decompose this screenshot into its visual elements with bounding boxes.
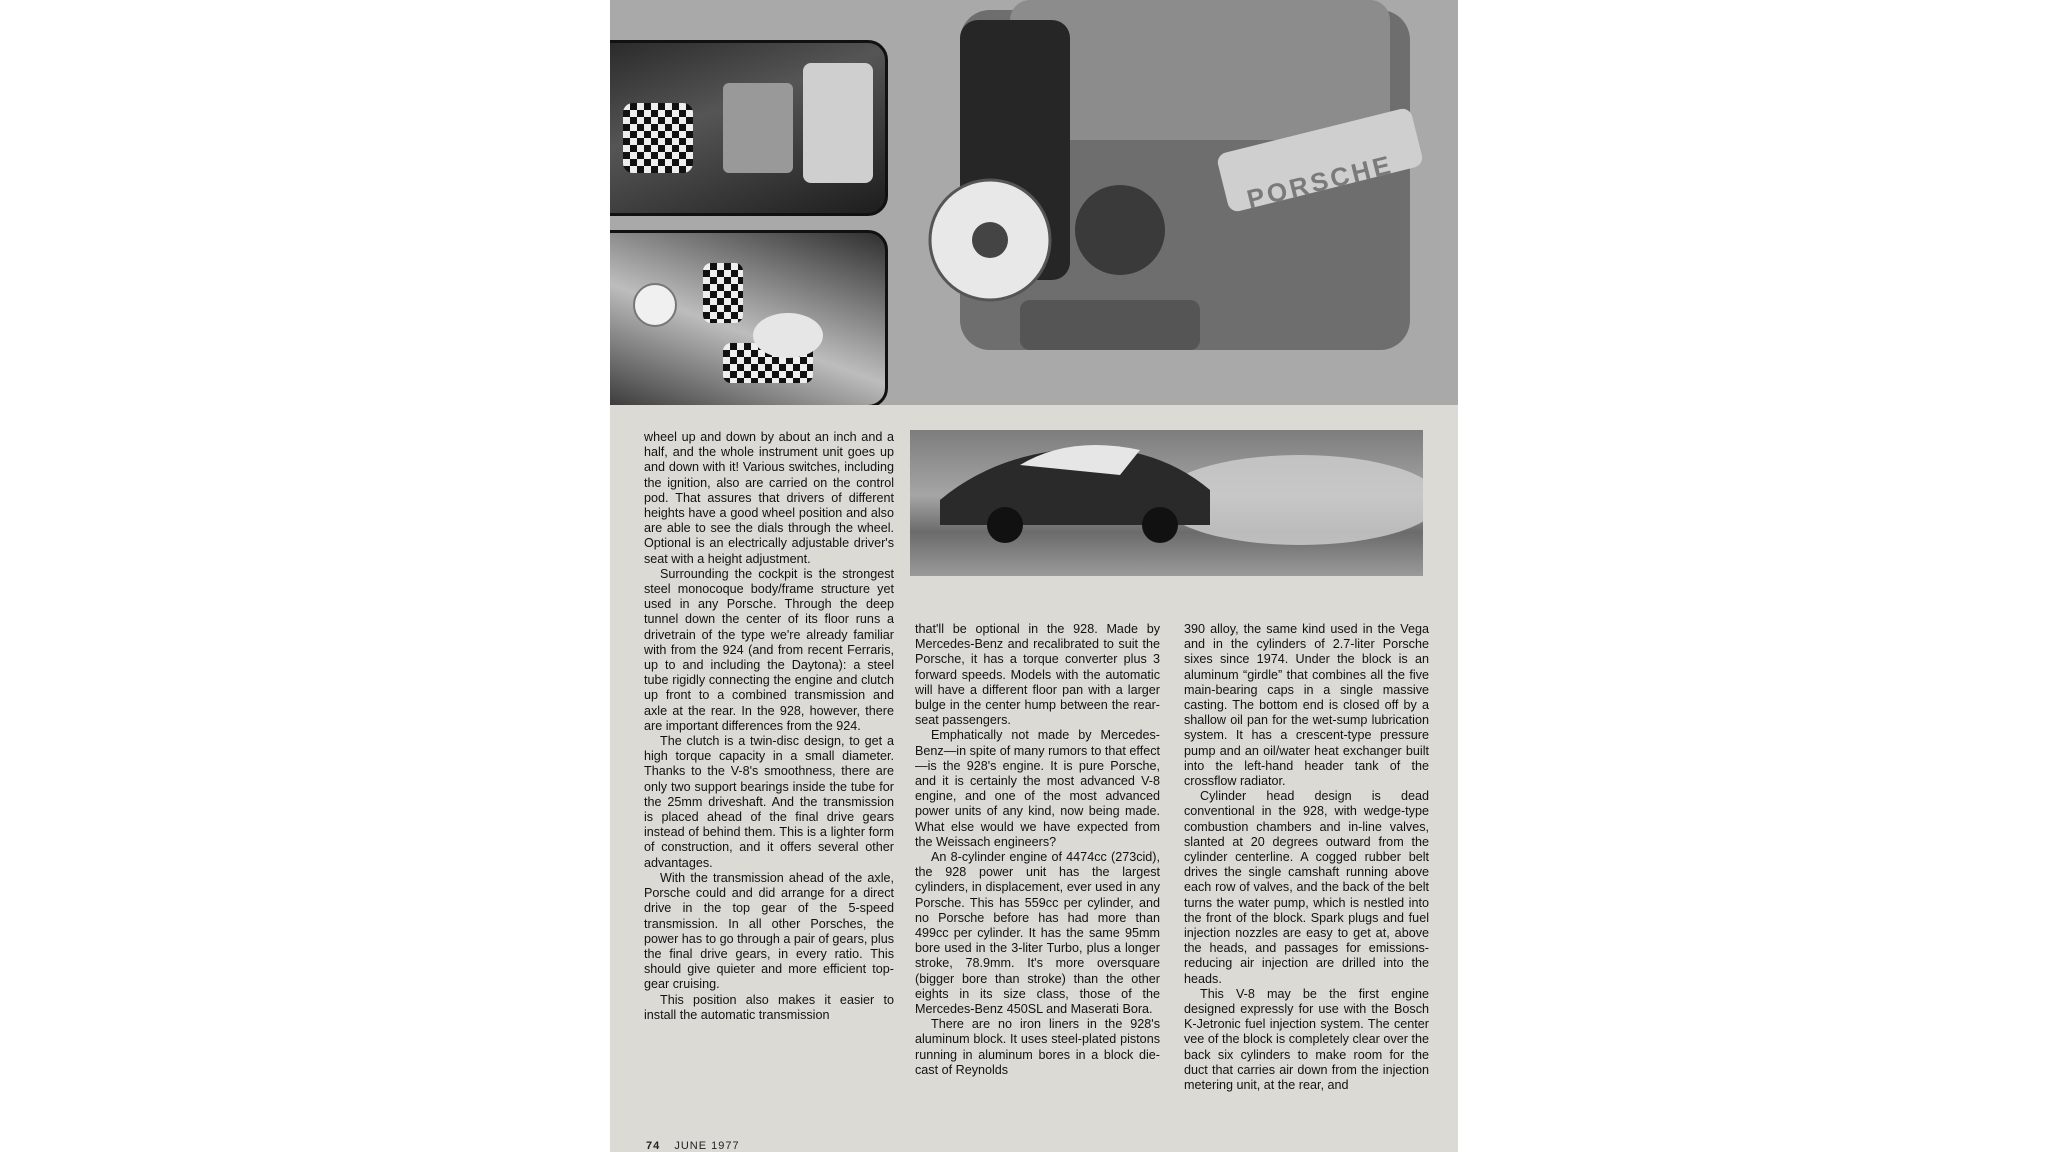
paragraph: Cylinder head design is dead conventional in the 928, with wedge-type combustion chambers and in-line valves, slanted at 20 degrees outward from the cylinder centerline. A cogged rubber belt drives the single camshaft running above each row of valves, and the back of the belt turns the water pump, which is nestled into the front of the block. Spark plugs and fuel injection nozzles are easy to get at, above the heads, and passages for emissions-reducing air injection are drilled into the heads. <box>1184 789 1429 986</box>
porsche-928-action-photo <box>910 430 1423 576</box>
photo-spread <box>610 0 1458 405</box>
door-panel <box>803 63 873 183</box>
text-column-1 <box>644 430 894 1023</box>
issue-date: JUNE 1977 <box>674 1140 740 1152</box>
paragraph: wheel up and down by about an inch and a half, and the whole instrument unit goes up and down with it! Various switches, including the ignition, also are carried on the control pod. That assures that drivers of different heights have a good wheel position and also are able to see the dials through the wheel. Optional is an electrically adjustable driver's seat with a height adjustment. <box>644 430 894 566</box>
oil-pan <box>1020 300 1200 350</box>
rear-seat-fabric <box>703 263 743 323</box>
text-column-3 <box>1184 622 1429 1093</box>
interior-photo-rear <box>610 230 888 408</box>
paragraph: This position also makes it easier to install the automatic transmission <box>644 992 894 1022</box>
rear-wheel <box>1142 507 1178 543</box>
porsche-logo-text: PORSCHE <box>1243 148 1397 215</box>
paragraph: Surrounding the cockpit is the strongest steel monocoque body/frame structure yet used in any Porsche. Through the deep tunnel down the center of its floor runs a drivetrain of the type we're already familiar with from the 924 (and from recent Ferraris, up to and including the Daytona): a steel tube rigidly connecting the engine and clutch up front to a combined transmission and axle at the rear. In the 928, however, there are important differences from the 924. <box>644 566 894 733</box>
shift-console <box>723 83 793 173</box>
paragraph: The clutch is a twin-disc design, to get a high torque capacity in a small diameter. Thanks to the V-8's smoothness, there are only two support bearings inside the tube for the 25mm driveshaft. And the transmission is placed ahead of the final drive gears instead of behind them. This is a lighter form of construction, and it offers several other advantages. <box>644 734 894 870</box>
paragraph: An 8-cylinder engine of 4474cc (273cid), the 928 power unit has the largest cylinders, in displacement, ever used in any Porsche. This has 559cc per cylinder, and no Porsche before has had more than 499cc per cylinder. It has the same 95mm bore used in the 3-liter Turbo, plus a longer stroke, 78.9mm. It's more oversquare (bigger bore than stroke) than the other eights in its size class, those of the Mercedes-Benz 450SL and Maserati Bora. <box>915 850 1160 1017</box>
speaker <box>633 283 677 327</box>
text-column-2 <box>915 622 1160 1078</box>
page-number: 74 <box>646 1140 661 1152</box>
front-wheel <box>987 507 1023 543</box>
v8-engine-photo <box>920 0 1450 402</box>
paragraph: This V-8 may be the first engine designed expressly for use with the Bosch K-Jetronic fuel injection system. The center vee of the block is completely clear over the back six cylinders to make room for the duct that carries air down from the injection metering unit, at the rear, and <box>1184 986 1429 1093</box>
fan-hub <box>972 222 1008 258</box>
headrest <box>753 313 823 358</box>
paragraph: 390 alloy, the same kind used in the Vega and in the cylinders of 2.7-liter Porsche sixes since 1974. Under the block is an aluminum “girdle” that combines all the five main-bearing caps in a single massive casting. The bottom end is closed off by a shallow oil pan for the wet-sump lubrication system. It has a crescent-type pressure pump and an oil/water heat exchanger built into the left-hand header tank of the crossflow radiator. <box>1184 622 1429 789</box>
pulley <box>1075 185 1165 275</box>
paragraph: that'll be optional in the 928. Made by Mercedes-Benz and recalibrated to suit the Porsche, it has a torque converter plus 3 forward speeds. Models with the automatic will have a different floor pan with a larger bulge in the center hump between the rear-seat passengers. <box>915 622 1160 728</box>
paragraph: There are no iron liners in the 928's aluminum block. It uses steel-plated pistons running in aluminum bores in a block die-cast of Reynolds <box>915 1017 1160 1077</box>
magazine-page <box>610 0 1458 1152</box>
paragraph: With the transmission ahead of the axle, Porsche could and did arrange for a direct drive in the top gear of the 5-speed transmission. In all other Porsches, the power has to go through a pair of gears, plus the final drive gears, in every ratio. This should give quieter and more efficient top-gear cruising. <box>644 870 894 992</box>
page-folio <box>646 1140 740 1152</box>
interior-photo-console <box>610 40 888 216</box>
paragraph: Emphatically not made by Mercedes-Benz—in spite of many rumors to that effect—is the 928's engine. It is pure Porsche, and it is certainly the most advanced V-8 engine, and one of the most advanced power units of any kind, now being made. What else would we have expected from the Weissach engineers? <box>915 728 1160 849</box>
seat-fabric <box>623 103 693 173</box>
